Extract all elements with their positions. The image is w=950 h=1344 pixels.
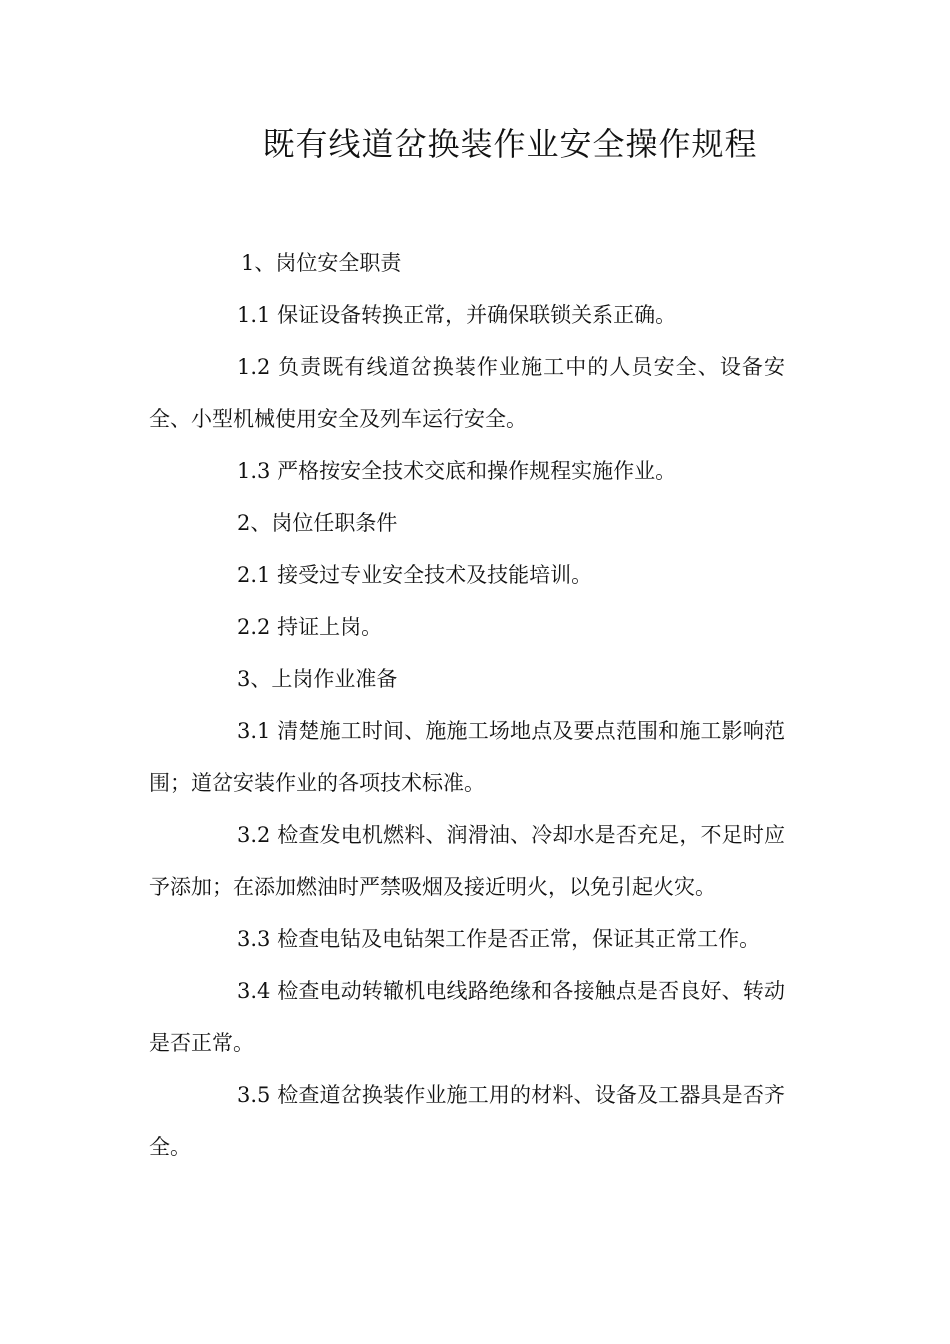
document-body (149, 237, 785, 1173)
paragraph-3-1: 3.1 清楚施工时间、施施工场地点及要点范围和施工影响范围；道岔安装作业的各项技术标准。 (149, 719, 785, 795)
document-title: 既有线道岔换装作业安全操作规程 (262, 125, 758, 163)
paragraph-2-2: 2.2 持证上岗。 (237, 615, 383, 639)
paragraph-3-4: 3.4 检查电动转辙机电线路绝缘和各接触点是否良好、转动是否正常。 (149, 979, 785, 1055)
section-heading-2: 2、岗位任职条件 (237, 511, 398, 535)
paragraph-1-1: 1.1 保证设备转换正常，并确保联锁关系正确。 (237, 303, 677, 327)
paragraph-2-1: 2.1 接受过专业安全技术及技能培训。 (237, 563, 593, 587)
paragraph-3-3: 3.3 检查电钻及电钻架工作是否正常，保证其正常工作。 (237, 927, 761, 951)
paragraph-3-5: 3.5 检查道岔换装作业施工用的材料、设备及工器具是否齐全。 (149, 1083, 785, 1159)
section-heading-3: 3、上岗作业准备 (237, 667, 398, 691)
section-heading-1: 1、岗位安全职责 (241, 251, 402, 275)
paragraph-1-3: 1.3 严格按安全技术交底和操作规程实施作业。 (237, 459, 677, 483)
paragraph-1-2: 1.2 负责既有线道岔换装作业施工中的人员安全、设备安全、小型机械使用安全及列车运行安全。 (149, 355, 785, 431)
paragraph-3-2: 3.2 检查发电机燃料、润滑油、冷却水是否充足，不足时应予添加；在添加燃油时严禁吸烟及接近明火，以免引起火灾。 (149, 823, 785, 899)
